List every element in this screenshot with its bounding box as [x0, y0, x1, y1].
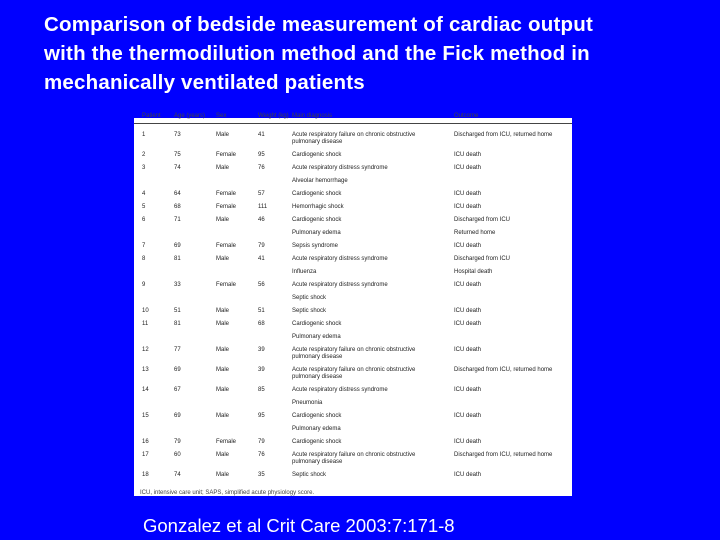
- table-cell: Acute respiratory distress syndrome: [292, 165, 388, 171]
- table-cell: Male: [216, 165, 230, 171]
- table-cell: 3: [142, 165, 146, 171]
- table-cell: 76: [258, 165, 265, 171]
- header-weight: Weight (kg): [258, 113, 289, 119]
- table-cell: Pulmonary edema: [292, 230, 341, 236]
- table-cell: 69: [174, 367, 181, 373]
- title-line-1: Comparison of bedside measurement of cardiac output: [44, 13, 593, 36]
- table-cell: 79: [174, 439, 181, 445]
- table-cell: Acute respiratory failure on chronic obstructive pulmonary disease: [292, 347, 416, 360]
- table-cell: 51: [174, 308, 181, 314]
- table-cell: ICU death: [454, 439, 482, 445]
- table-cell: Female: [216, 439, 237, 445]
- table-cell: Male: [216, 347, 230, 353]
- table-cell: Discharged from ICU: [454, 256, 511, 262]
- table-cell: 14: [142, 387, 149, 393]
- table-footnote: ICU, intensive care unit; SAPS, simplified acute physiology score.: [140, 490, 315, 496]
- table-cell: 64: [174, 191, 181, 197]
- header-sex: Sex: [216, 113, 227, 119]
- table-cell: 85: [258, 387, 265, 393]
- table-cell: 76: [258, 452, 265, 458]
- table-cell: Male: [216, 452, 230, 458]
- table-cell: 39: [258, 367, 265, 373]
- table-cell: Septic shock: [292, 295, 327, 301]
- table-cell: 17: [142, 452, 149, 458]
- table-cell: 2: [142, 152, 146, 158]
- table-cell: 6: [142, 217, 146, 223]
- slide-title: [44, 10, 704, 97]
- table-cell: ICU death: [454, 191, 482, 197]
- table-cell: 12: [142, 347, 149, 353]
- table-cell: 68: [258, 321, 265, 327]
- table-cell: 95: [258, 152, 265, 158]
- table-cell: Sepsis syndrome: [292, 243, 339, 249]
- table-cell: 69: [174, 413, 181, 419]
- table-cell: Male: [216, 132, 230, 138]
- table-cell: 35: [258, 472, 265, 478]
- table-cell: Pulmonary edema: [292, 334, 341, 340]
- table-cell: 60: [174, 452, 181, 458]
- table-cell: Male: [216, 387, 230, 393]
- table-cell: 56: [258, 282, 265, 288]
- patient-table-image: [134, 113, 572, 496]
- table-cell: Female: [216, 152, 237, 158]
- table-cell: Pulmonary edema: [292, 426, 341, 432]
- table-cell: 95: [258, 413, 265, 419]
- table-cell: 13: [142, 367, 149, 373]
- table-cell: Pneumonia: [292, 400, 323, 406]
- table-cell: ICU death: [454, 321, 482, 327]
- header-diagnosis: Main diagnosis: [292, 113, 333, 119]
- table-cell: 39: [258, 347, 265, 353]
- table-header: [134, 113, 572, 124]
- table-cell: 7: [142, 243, 146, 249]
- table-cell: Female: [216, 243, 237, 249]
- table-cell: 81: [174, 256, 181, 262]
- table-cell: 57: [258, 191, 265, 197]
- table-cell: ICU death: [454, 165, 482, 171]
- table-cell: 9: [142, 282, 146, 288]
- table-cell: Discharged from ICU, returned home: [454, 367, 553, 373]
- table-cell: Discharged from ICU, returned home: [454, 132, 553, 138]
- table-cell: Cardiogenic shock: [292, 321, 342, 327]
- table-cell: 69: [174, 243, 181, 249]
- table-cell: ICU death: [454, 413, 482, 419]
- table-cell: Female: [216, 191, 237, 197]
- title-line-3: mechanically ventilated patients: [44, 71, 365, 94]
- table-cell: Influenza: [292, 269, 317, 275]
- table-cell: Female: [216, 204, 237, 210]
- table-cell: 51: [258, 308, 265, 314]
- table-cell: 77: [174, 347, 181, 353]
- table-cell: 46: [258, 217, 265, 223]
- table-cell: Septic shock: [292, 472, 327, 478]
- table-cell: Discharged from ICU, returned home: [454, 452, 553, 458]
- table-cell: 4: [142, 191, 146, 197]
- table-cell: 75: [174, 152, 181, 158]
- table-cell: Acute respiratory distress syndrome: [292, 387, 388, 393]
- table-cell: ICU death: [454, 308, 482, 314]
- header-patient: Patient: [142, 113, 161, 119]
- table-cell: 18: [142, 472, 149, 478]
- table-cell: ICU death: [454, 282, 482, 288]
- table-cell: Male: [216, 256, 230, 262]
- table-cell: Acute respiratory distress syndrome: [292, 256, 388, 262]
- table-cell: 81: [174, 321, 181, 327]
- table-cell: Cardiogenic shock: [292, 191, 342, 197]
- table-cell: Male: [216, 367, 230, 373]
- table-cell: 16: [142, 439, 149, 445]
- header-outcome: Outcome: [454, 113, 479, 119]
- table-cell: ICU death: [454, 347, 482, 353]
- table-cell: Acute respiratory failure on chronic obstructive pulmonary disease: [292, 367, 416, 380]
- table-cell: 74: [174, 472, 181, 478]
- table-cell: 111: [258, 204, 268, 210]
- table-cell: ICU death: [454, 152, 482, 158]
- table-cell: Alveolar hemorrhage: [292, 178, 348, 184]
- table-cell: Male: [216, 217, 230, 223]
- table-cell: Male: [216, 413, 230, 419]
- table-cell: 79: [258, 439, 265, 445]
- table-cell: Cardiogenic shock: [292, 217, 342, 223]
- table-cell: Septic shock: [292, 308, 327, 314]
- table-cell: 67: [174, 387, 181, 393]
- table-cell: 74: [174, 165, 181, 171]
- table-cell: 11: [142, 321, 149, 327]
- table-cell: 1: [142, 132, 146, 138]
- table-cell: Hospital death: [454, 269, 493, 275]
- table-cell: 68: [174, 204, 181, 210]
- table-cell: Cardiogenic shock: [292, 413, 342, 419]
- table-cell: Acute respiratory failure on chronic obstructive pulmonary disease: [292, 132, 416, 145]
- table-cell: 10: [142, 308, 149, 314]
- table-cell: Male: [216, 472, 230, 478]
- table-cell: ICU death: [454, 472, 482, 478]
- table-cell: Male: [216, 321, 230, 327]
- table-cell: 41: [258, 132, 265, 138]
- table-cell: 41: [258, 256, 265, 262]
- table-cell: ICU death: [454, 387, 482, 393]
- table-cell: Hemorrhagic shock: [292, 204, 344, 210]
- table-cell: ICU death: [454, 243, 482, 249]
- table-cell: Acute respiratory distress syndrome: [292, 282, 388, 288]
- table-cell: Returned home: [454, 230, 496, 236]
- table-cell: Discharged from ICU: [454, 217, 511, 223]
- table-cell: 79: [258, 243, 265, 249]
- table-cell: Male: [216, 308, 230, 314]
- table-cell: Female: [216, 282, 237, 288]
- table-cell: 8: [142, 256, 146, 262]
- table-cell: 15: [142, 413, 149, 419]
- table-cell: Acute respiratory failure on chronic obstructive pulmonary disease: [292, 452, 416, 465]
- table-cell: 73: [174, 132, 181, 138]
- title-line-2: with the thermodilution method and the Fick method in: [44, 42, 590, 65]
- table-cell: 5: [142, 204, 146, 210]
- table-cell: Cardiogenic shock: [292, 152, 342, 158]
- table-cell: 33: [174, 282, 181, 288]
- table-cell: Cardiogenic shock: [292, 439, 342, 445]
- table-cell: 71: [174, 217, 181, 223]
- citation: Gonzalez et al Crit Care 2003:7:171-8: [143, 515, 455, 536]
- table-cell: ICU death: [454, 204, 482, 210]
- header-age: Age (years): [174, 113, 206, 119]
